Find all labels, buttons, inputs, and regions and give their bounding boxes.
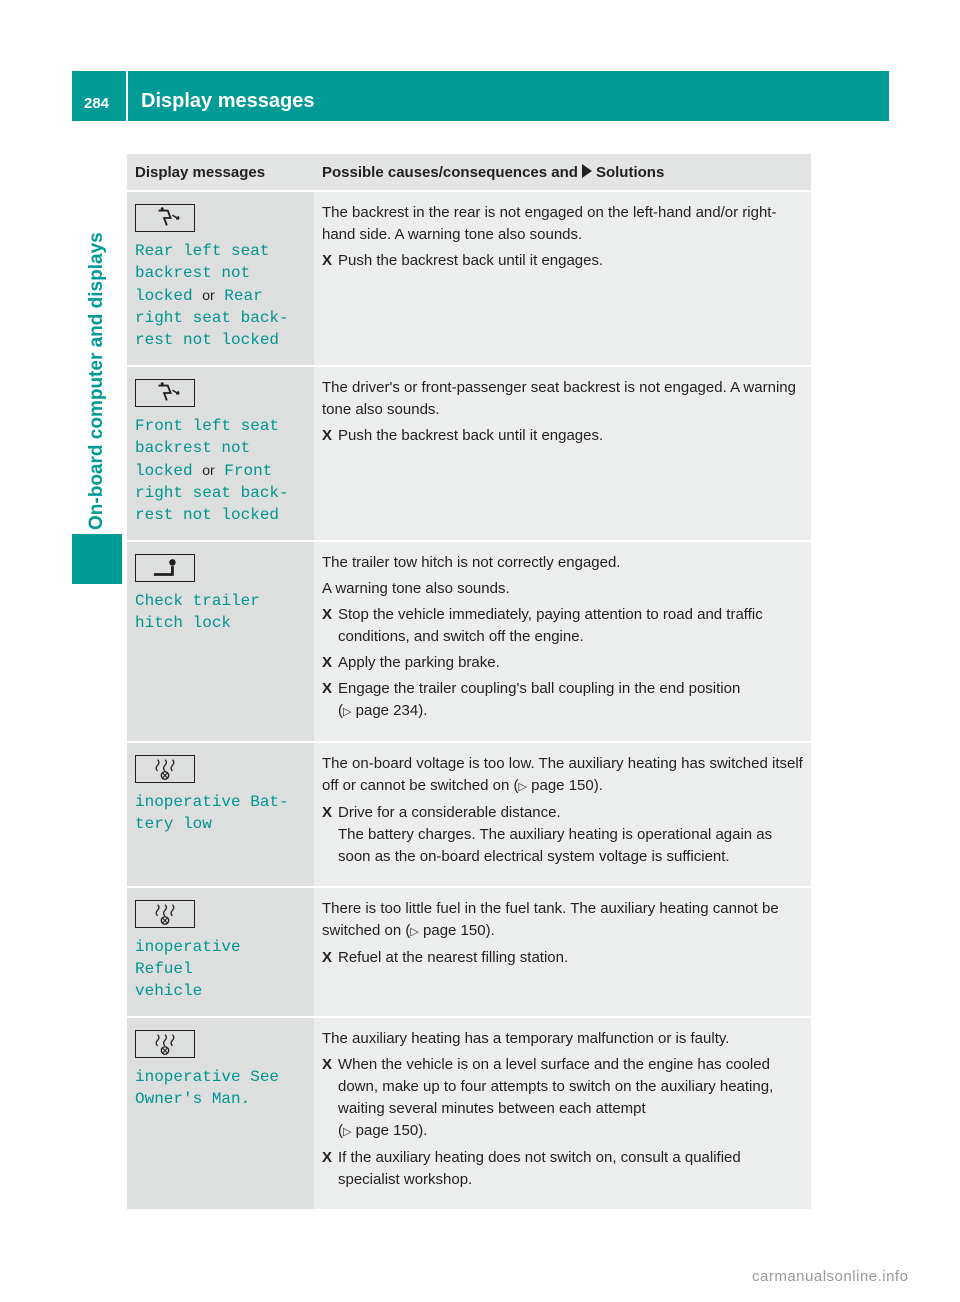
message-cell bbox=[127, 887, 314, 1017]
side-tab-marker bbox=[72, 534, 122, 584]
message-cell bbox=[127, 1017, 314, 1209]
step-text: Apply the parking brake. bbox=[338, 654, 500, 671]
table-row bbox=[127, 742, 811, 887]
side-tab-label: On-board computer and displays bbox=[86, 232, 107, 530]
table-header-row bbox=[127, 154, 811, 191]
message-part: Rear left seat backrest not locked bbox=[135, 242, 270, 305]
auxiliary-heating-icon bbox=[135, 900, 195, 928]
front-seat-backrest-icon bbox=[135, 379, 195, 407]
page-ref-icon: ▷ bbox=[343, 706, 352, 718]
auxiliary-heating-icon bbox=[135, 1030, 195, 1058]
step-marker: X bbox=[322, 427, 333, 444]
message-text: Check trailer hitch lock bbox=[135, 592, 260, 632]
table-row bbox=[127, 191, 811, 366]
step-text: When the vehicle is on a level surface and the engine has cooled down, make up to four attempts to switch on the auxiliary heating, waiting several minutes between each attempt bbox=[338, 1056, 774, 1117]
header-divider bbox=[126, 71, 128, 121]
cause-text: The auxiliary heating has a temporary malfunction or is faulty. bbox=[322, 1030, 730, 1047]
cause-text-part: There is too little fuel in the fuel tank. The auxiliary heating cannot be switched on ( bbox=[322, 900, 779, 939]
step-text: Stop the vehicle immediately, paying attention to road and traffic conditions, and switch off the engine. bbox=[338, 606, 763, 645]
display-messages-table bbox=[127, 154, 811, 1209]
step-marker: X bbox=[322, 606, 333, 623]
message-text bbox=[135, 240, 306, 351]
cause-text: The trailer tow hitch is not correctly engaged. bbox=[322, 554, 621, 571]
page-ref-link[interactable]: page 150). bbox=[423, 922, 495, 939]
message-part: Front right seat back‑ rest not locked bbox=[135, 462, 289, 524]
step-marker: X bbox=[322, 1149, 333, 1166]
page-ref-link[interactable]: page 150). bbox=[355, 1122, 428, 1139]
cause-text: A warning tone also sounds. bbox=[322, 580, 510, 597]
solution-step bbox=[322, 947, 803, 969]
trailer-hitch-icon bbox=[135, 554, 195, 582]
cause-text: The backrest in the rear is not engaged on the left-hand and/or right-hand side. A warning tone also sounds. bbox=[322, 204, 777, 243]
message-text bbox=[135, 415, 306, 526]
message-cell bbox=[127, 366, 314, 541]
col-header-solutions bbox=[314, 154, 811, 191]
solution-cell bbox=[314, 742, 811, 887]
page-number: 284 bbox=[84, 95, 110, 112]
message-or: or bbox=[202, 462, 215, 478]
message-text: inoperative Bat‑ tery low bbox=[135, 793, 289, 833]
page-ref-link[interactable]: page 234). bbox=[355, 702, 428, 719]
step-text: Engage the trailer coupling's ball coupling in the end position bbox=[338, 680, 741, 697]
table-row bbox=[127, 541, 811, 742]
step-marker: X bbox=[322, 1056, 333, 1073]
step-marker: X bbox=[322, 949, 333, 966]
message-part: Rear right seat back‑ rest not locked bbox=[135, 287, 289, 349]
col-header-messages: Display messages bbox=[127, 154, 314, 191]
page-ref-icon: ▷ bbox=[343, 1126, 352, 1138]
page-title: Display messages bbox=[141, 90, 315, 112]
solution-cell bbox=[314, 366, 811, 541]
solution-cell bbox=[314, 887, 811, 1017]
solution-cell bbox=[314, 541, 811, 742]
message-text bbox=[135, 936, 306, 1002]
message-text: inoperative See Owner's Man. bbox=[135, 1068, 280, 1108]
step-text: Push the backrest back until it engages. bbox=[338, 252, 604, 269]
step-text: Drive for a considerable distance. bbox=[338, 804, 561, 821]
step-text: If the auxiliary heating does not switch on, consult a qualified specialist workshop. bbox=[338, 1149, 741, 1188]
step-marker: X bbox=[322, 654, 333, 671]
table-row bbox=[127, 1017, 811, 1209]
message-cell bbox=[127, 541, 314, 742]
solution-step: X Engage the trailer coupling's ball coupling in the end position (▷ page 234). bbox=[322, 680, 741, 719]
solution-cell bbox=[314, 191, 811, 366]
solution-step bbox=[322, 652, 803, 674]
cause-text bbox=[322, 898, 803, 943]
step-note: The battery charges. The auxiliary heating is operational again as soon as the on-board electrical system voltage is sufficient. bbox=[338, 826, 773, 865]
page-ref-icon: ▷ bbox=[518, 781, 527, 793]
arrow-right-icon bbox=[582, 164, 592, 178]
solution-step bbox=[322, 1147, 803, 1191]
auxiliary-heating-icon bbox=[135, 755, 195, 783]
step-marker: X bbox=[322, 252, 333, 269]
solution-cell bbox=[314, 1017, 811, 1209]
step-marker: X bbox=[322, 804, 333, 821]
col-header-causes: Possible causes/consequences and bbox=[322, 163, 578, 181]
table-row bbox=[127, 887, 811, 1017]
solution-step bbox=[322, 802, 803, 868]
rear-seat-backrest-icon bbox=[135, 204, 195, 232]
col-header-solutions-label: Solutions bbox=[595, 163, 665, 181]
step-text: Refuel at the nearest filling station. bbox=[338, 949, 569, 966]
message-or: or bbox=[202, 287, 215, 303]
cause-text bbox=[322, 753, 803, 798]
step-marker: X bbox=[322, 680, 333, 697]
solution-step bbox=[322, 604, 803, 648]
solution-step: X When the vehicle is on a level surface and the engine has cooled down, make up to four attempts to switch on the auxiliary heating, waiting several minutes between each attempt (▷ page 150). bbox=[322, 1056, 774, 1139]
message-cell bbox=[127, 742, 314, 887]
step-text: Push the backrest back until it engages. bbox=[338, 427, 604, 444]
message-part: inoperative bbox=[135, 938, 241, 956]
page-ref-icon: ▷ bbox=[410, 926, 419, 938]
page-ref-link[interactable]: page 150). bbox=[531, 777, 603, 794]
cause-text: The driver's or front-passenger seat backrest is not engaged. A warning tone also sounds. bbox=[322, 379, 796, 418]
message-cell bbox=[127, 191, 314, 366]
watermark: carmanualsonline.info bbox=[752, 1268, 909, 1285]
solution-step bbox=[322, 250, 803, 272]
message-part: Refuel vehicle bbox=[135, 960, 203, 1000]
solution-step bbox=[322, 425, 803, 447]
message-part: Front left seat backrest not locked bbox=[135, 417, 280, 480]
table-row bbox=[127, 366, 811, 541]
cause-text-part: The on-board voltage is too low. The auxiliary heating has switched itself off or cannot be switched on ( bbox=[322, 755, 803, 794]
